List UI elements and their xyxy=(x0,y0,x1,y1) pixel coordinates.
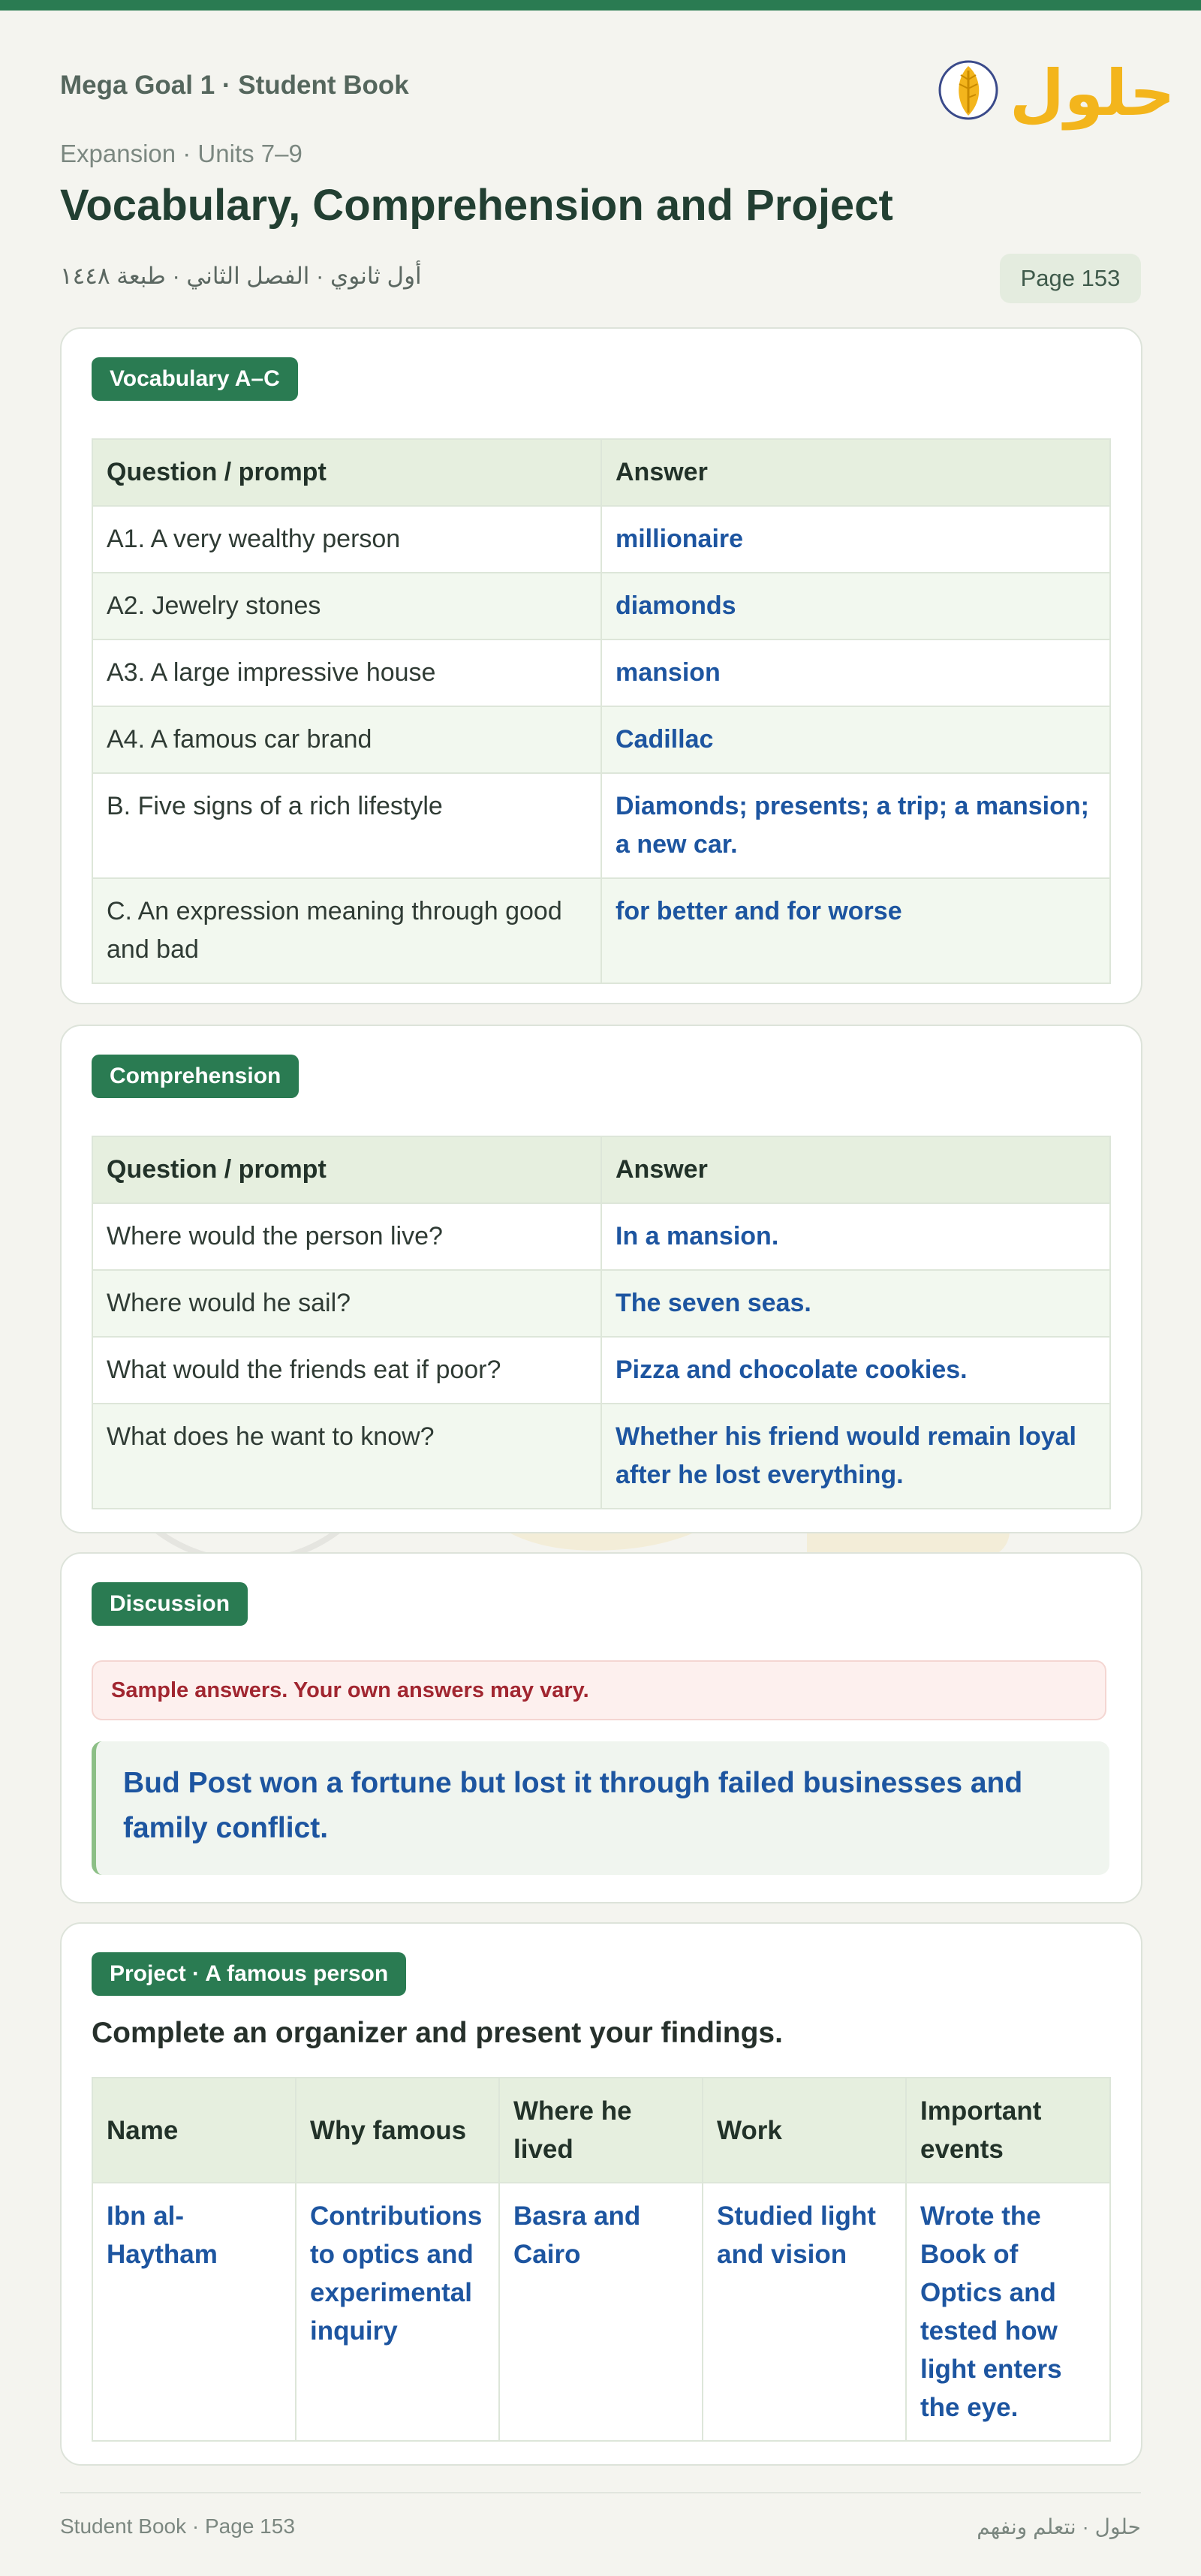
answer-cell: diamonds xyxy=(601,573,1110,639)
table-row xyxy=(92,1337,1110,1404)
section-label: Expansion · Units 7–9 xyxy=(60,140,303,167)
project-instruction: Complete an organizer and present your findings. xyxy=(92,2017,783,2049)
project-cell: Contributions to optics and experimental inquiry xyxy=(296,2183,499,2441)
comprehension-badge: Comprehension xyxy=(92,1055,299,1098)
vocabulary-badge: Vocabulary A–C xyxy=(92,357,298,401)
answer-cell: In a mansion. xyxy=(601,1203,1110,1270)
top-accent-bar xyxy=(0,0,1201,11)
vocabulary-table xyxy=(92,438,1111,984)
table-row xyxy=(92,1203,1110,1270)
column-header: Question / prompt xyxy=(92,1136,601,1203)
answer-cell: Diamonds; presents; a trip; a mansion; a new car. xyxy=(601,773,1110,878)
answer-cell: Pizza and chocolate cookies. xyxy=(601,1337,1110,1404)
question-cell: What would the friends eat if poor? xyxy=(92,1337,601,1404)
comprehension-table xyxy=(92,1136,1111,1509)
project-cell: Basra and Cairo xyxy=(499,2183,703,2441)
discussion-answer: Bud Post won a fortune but lost it through failed businesses and family conflict. xyxy=(92,1741,1109,1875)
footer-left-text: Student Book · Page 153 xyxy=(60,2514,295,2538)
question-cell: A2. Jewelry stones xyxy=(92,573,601,639)
page-title: Vocabulary, Comprehension and Project xyxy=(60,181,893,230)
table-row xyxy=(92,1404,1110,1509)
page-number-pill: Page 153 xyxy=(1000,254,1141,303)
project-card xyxy=(60,1922,1142,2466)
column-header: Answer xyxy=(601,1136,1110,1203)
discussion-badge: Discussion xyxy=(92,1582,248,1626)
table-row xyxy=(92,2183,1110,2441)
project-cell: Ibn al-Haytham xyxy=(92,2183,296,2441)
project-cell: Wrote the Book of Optics and tested how light enters the eye. xyxy=(906,2183,1110,2441)
logo xyxy=(938,53,1175,135)
project-badge: Project · A famous person xyxy=(92,1952,406,1996)
answer-cell: The seven seas. xyxy=(601,1270,1110,1337)
column-header: Question / prompt xyxy=(92,439,601,506)
question-cell: C. An expression meaning through good and bad xyxy=(92,878,601,983)
question-cell: What does he want to know? xyxy=(92,1404,601,1509)
answer-cell: Whether his friend would remain loyal after he lost everything. xyxy=(601,1404,1110,1509)
column-header: Why famous xyxy=(296,2078,499,2183)
logo-text: حلول xyxy=(1010,56,1175,130)
column-header: Answer xyxy=(601,439,1110,506)
table-row xyxy=(92,773,1110,878)
question-cell: A4. A famous car brand xyxy=(92,706,601,773)
table-header-row xyxy=(92,2078,1110,2183)
table-row xyxy=(92,1270,1110,1337)
comprehension-card xyxy=(60,1025,1142,1533)
answer-cell: mansion xyxy=(601,639,1110,706)
table-row xyxy=(92,639,1110,706)
column-header: Important events xyxy=(906,2078,1110,2183)
question-cell: Where would the person live? xyxy=(92,1203,601,1270)
table-header-row xyxy=(92,1136,1110,1203)
column-header: Work xyxy=(703,2078,906,2183)
question-cell: A1. A very wealthy person xyxy=(92,506,601,573)
vocabulary-card xyxy=(60,327,1142,1004)
arabic-subtitle: أول ثانوي · الفصل الثاني · طبعة ١٤٤٨ xyxy=(60,263,422,289)
brand-row xyxy=(60,53,1175,135)
column-header: Where he lived xyxy=(499,2078,703,2183)
answer-cell: Cadillac xyxy=(601,706,1110,773)
table-row xyxy=(92,878,1110,983)
table-row xyxy=(92,573,1110,639)
column-header: Name xyxy=(92,2078,296,2183)
footer-divider xyxy=(60,2492,1141,2493)
footer-right-text: حلول · نتعلم ونفهم xyxy=(977,2515,1141,2538)
discussion-card xyxy=(60,1552,1142,1903)
answer-cell: millionaire xyxy=(601,506,1110,573)
question-cell: Where would he sail? xyxy=(92,1270,601,1337)
table-row xyxy=(92,706,1110,773)
sample-answers-note: Sample answers. Your own answers may vary. xyxy=(92,1660,1106,1720)
project-organizer-table xyxy=(92,2077,1111,2442)
book-title: Mega Goal 1 · Student Book xyxy=(60,71,409,100)
question-cell: A3. A large impressive house xyxy=(92,639,601,706)
question-cell: B. Five signs of a rich lifestyle xyxy=(92,773,601,878)
answer-cell: for better and for worse xyxy=(601,878,1110,983)
project-cell: Studied light and vision xyxy=(703,2183,906,2441)
table-row xyxy=(92,506,1110,573)
table-header-row xyxy=(92,439,1110,506)
